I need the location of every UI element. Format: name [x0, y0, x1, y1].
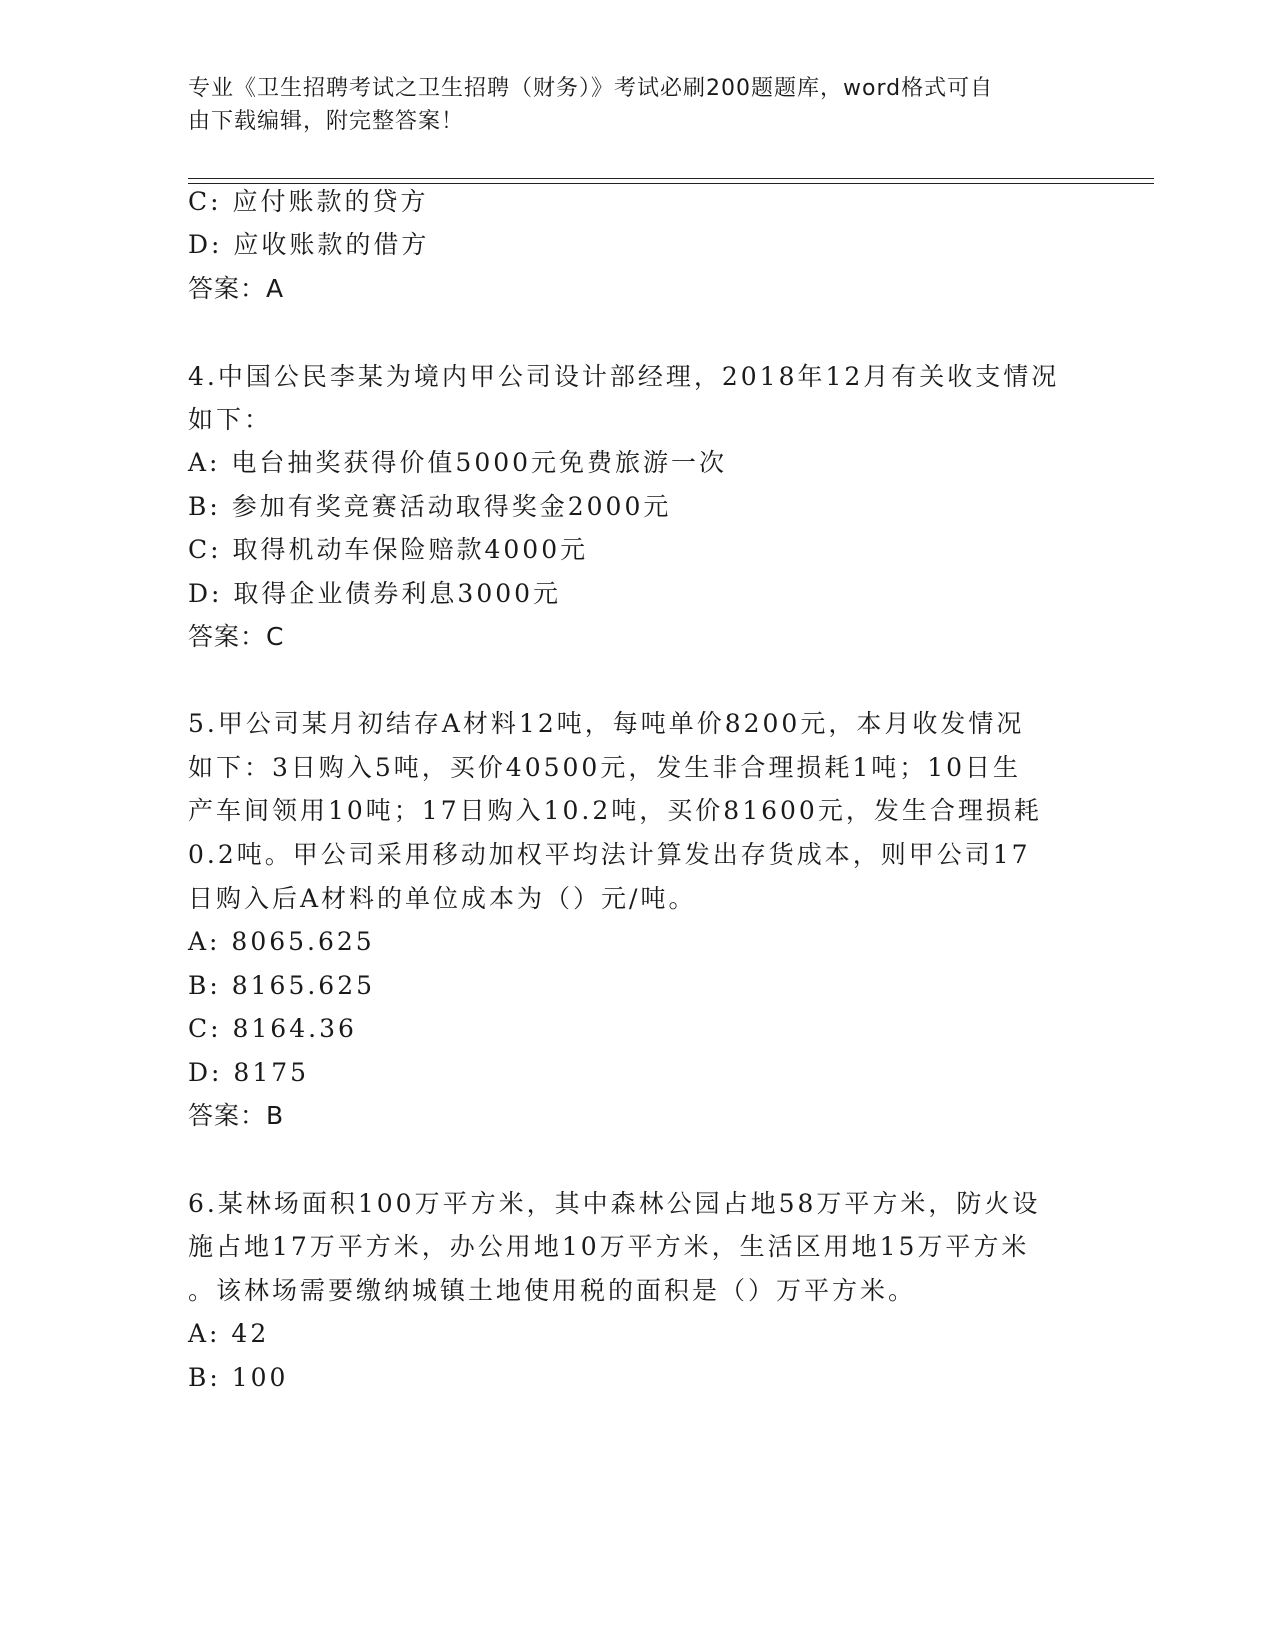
q5-option-d: D: 8175 — [188, 1058, 310, 1087]
q4-option-d: D: 取得企业债券利息3000元 — [188, 579, 562, 608]
q3-option-c: C: 应付账款的贷方 — [188, 187, 429, 216]
header-divider-top — [188, 178, 1154, 179]
q5-option-b: B: 8165.625 — [188, 971, 376, 1000]
q5-stem-line-5: 日购入后A材料的单位成本为（）元/吨。 — [188, 884, 697, 913]
q5-stem-line-3: 产车间领用10吨；17日购入10.2吨，买价81600元，发生合理损耗 — [188, 796, 1042, 825]
document-header — [188, 72, 1068, 138]
q3-answer: 答案：A — [188, 274, 285, 303]
q4-option-a: A: 电台抽奖获得价值5000元免费旅游一次 — [188, 448, 728, 477]
q6-stem-line-2: 施占地17万平方米，办公用地10万平方米，生活区用地15万平方米 — [188, 1232, 1030, 1261]
q6-stem-line-1: 6.某林场面积100万平方米，其中森林公园占地58万平方米，防火设 — [188, 1189, 1041, 1218]
q5-option-c: C: 8164.36 — [188, 1014, 357, 1043]
q6-stem-line-3: 。该林场需要缴纳城镇土地使用税的面积是（）万平方米。 — [188, 1276, 917, 1305]
q4-stem-line-1: 4.中国公民李某为境内甲公司设计部经理，2018年12月有关收支情况 — [188, 362, 1060, 391]
q5-stem-line-2: 如下：3日购入5吨，买价40500元，发生非合理损耗1吨；10日生 — [188, 753, 1022, 782]
q5-answer: 答案：B — [188, 1101, 285, 1130]
q5-stem-line-1: 5.甲公司某月初结存A材料12吨，每吨单价8200元，本月收发情况 — [188, 709, 1025, 738]
q5-option-a: A: 8065.625 — [188, 927, 375, 956]
q4-option-c: C: 取得机动车保险赔款4000元 — [188, 535, 589, 564]
q4-answer: 答案：C — [188, 622, 285, 651]
header-line-1: 专业《卫生招聘考试之卫生招聘（财务）》考试必刷200题题库，word格式可自 — [188, 76, 994, 101]
q6-option-a: A: 42 — [188, 1319, 270, 1348]
q3-option-d: D: 应收账款的借方 — [188, 230, 430, 259]
header-divider-bottom — [188, 183, 1154, 184]
q5-stem-line-4: 0.2吨。甲公司采用移动加权平均法计算发出存货成本，则甲公司17 — [188, 840, 1031, 869]
q6-option-b: B: 100 — [188, 1363, 289, 1392]
q4-stem-line-2: 如下： — [188, 405, 273, 434]
header-line-2: 由下载编辑，附完整答案！ — [188, 109, 465, 134]
q4-option-b: B: 参加有奖竞赛活动取得奖金2000元 — [188, 492, 672, 521]
